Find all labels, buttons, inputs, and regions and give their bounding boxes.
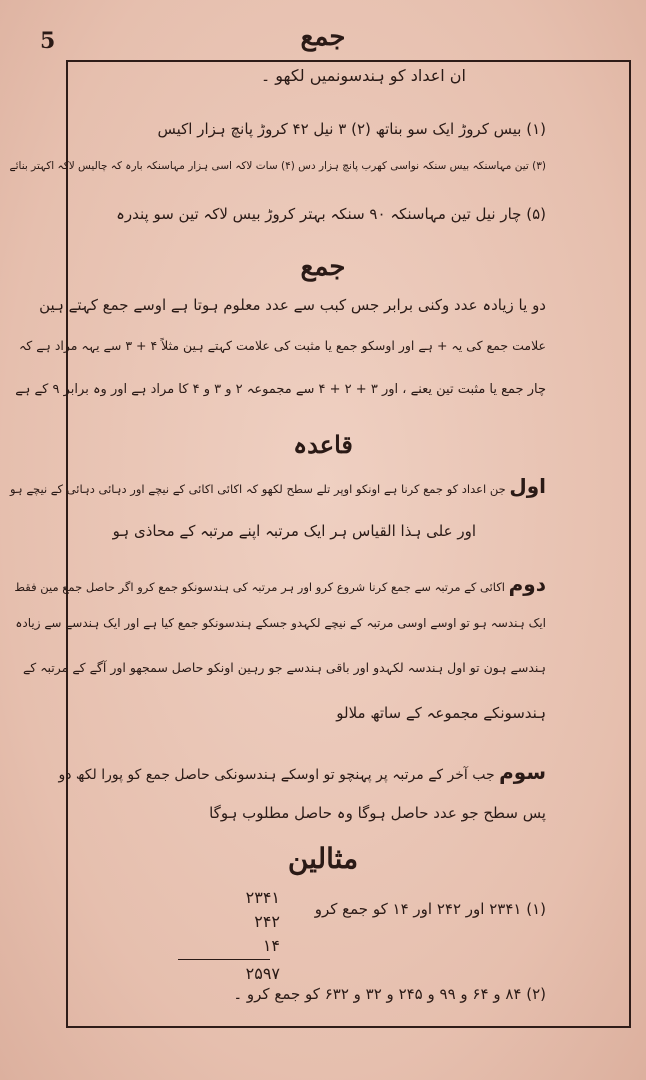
section-heading-jama: جمع bbox=[300, 252, 346, 282]
sum-row: ۲۳۴۱ bbox=[245, 888, 280, 907]
rule-line bbox=[58, 760, 546, 784]
rule-text: جن اعداد کو جمع کرنا ہے اونکو اوپر تلے سطح لکھو کہ اکائی اکائی کے نیچے اور دہائی دہائی کے نیچے ہو bbox=[9, 482, 506, 496]
rule-lead: اول bbox=[509, 474, 546, 498]
page-title: جمع bbox=[300, 22, 346, 52]
exercise-intro: ان اعداد کو ہندسونمیں لکھو ۔ bbox=[260, 66, 466, 85]
section-heading-misalain: مثالین bbox=[287, 842, 359, 875]
sum-rule bbox=[178, 959, 270, 960]
sum-total: ۲۵۹۷ bbox=[245, 964, 280, 983]
example-line: (۲) ۸۴ و ۶۴ و ۹۹ و ۲۴۵ و ۳۲ و ۶۳۲ کو جمع کرو ۔ bbox=[233, 985, 546, 1003]
rule-line bbox=[23, 660, 546, 675]
definition-line: دو یا زیادہ عدد وکنی برابر جس کبب سے عدد معلوم ہوتا ہے اوسے جمع کہتے ہین bbox=[39, 296, 546, 314]
exercise-line: (۱) بیس کروڑ ایک سو بناتھ (۲) ۳ نیل ۴۲ کروڑ پانچ ہزار اکیس bbox=[157, 120, 546, 138]
rule-lead: دوم bbox=[508, 572, 546, 596]
rule-text: اور علی ہذا القیاس ہر ایک مرتبہ اپنے مرتبہ کے محاذی ہو bbox=[112, 522, 476, 540]
rule-text: پس سطح جو عدد حاصل ہوگا وہ حاصل مطلوب ہوگا bbox=[209, 804, 546, 822]
sum-row: ۲۴۲ bbox=[254, 912, 280, 931]
exercise-line: (۵) چار نیل تین مہاسنکہ ۹۰ سنکہ بہتر کروڑ بیس لاکہ تین سو پندرہ bbox=[116, 205, 546, 223]
rule-lead: سوم bbox=[499, 760, 546, 784]
rule-line bbox=[14, 572, 546, 596]
exercise-line: (۳) تین مہاسنکہ بیس سنکہ نواسی کھرب پانچ ہزار دس (۴) سات لاکہ اسی ہزار مہاسنکہ بارہ کہ چالیس لاکہ اکہتر بنائے bbox=[9, 160, 546, 172]
sum-row: ۱۴ bbox=[262, 936, 280, 955]
rule-line bbox=[10, 474, 546, 498]
rule-text: ہندسونکے مجموعہ کے ساتھ ملالو bbox=[336, 704, 546, 722]
rule-text: اکائی کے مرتبہ سے جمع کرنا شروع کرو اور ہر مرتبہ کی ہندسونکو جمع کرو اگر حاصل جمع مین فقط bbox=[14, 580, 505, 594]
rule-line bbox=[15, 616, 546, 630]
rule-text: ہندسے ہون تو اول ہندسہ لکہدو اور باقی ہندسے جو رہین اونکو حاصل سمجھو اور آگے کے مرتبہ کے bbox=[22, 660, 546, 675]
rule-text: ایک ہندسہ ہو تو اوسے اوسی مرتبہ کے نیچے لکہدو جسکے ہندسونکو جمع کیا ہے اور ایک ہندسے سے زیادہ bbox=[15, 616, 546, 630]
section-heading-qaida: قاعدہ bbox=[293, 430, 353, 459]
rule-line bbox=[209, 804, 546, 822]
rule-line bbox=[336, 704, 546, 722]
rule-line bbox=[113, 522, 476, 540]
definition-line: علامت جمع کی یہ + ہے اور اوسکو جمع یا مثبت کی علامت کہتے ہین مثلاً ۴ + ۳ سے یہہ مراد ہے کہ bbox=[18, 338, 546, 353]
page-number: 5 bbox=[40, 28, 56, 54]
rule-text: جب آخر کے مرتبہ پر پہنچو تو اوسکے ہندسونکی حاصل جمع کو پورا لکھ دو bbox=[58, 767, 495, 783]
definition-line: چار جمع یا مثبت تین یعنے ، اور ۳ + ۲ + ۴ سے مجموعہ ۲ و ۳ و ۴ کا مراد ہے اور وہ برابر ۹ کے ہے bbox=[15, 382, 546, 397]
example-line: (۱) ۲۳۴۱ اور ۲۴۲ اور ۱۴ کو جمع کرو bbox=[314, 900, 546, 918]
